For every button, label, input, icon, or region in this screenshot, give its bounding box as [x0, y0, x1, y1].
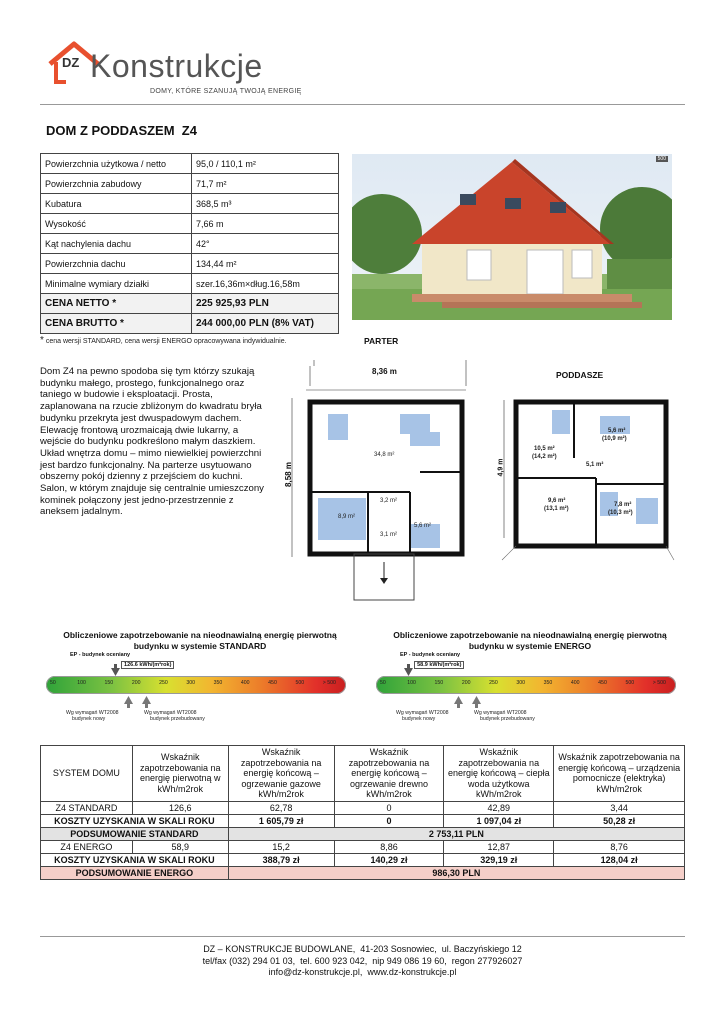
energy-table-cell: 0	[334, 814, 444, 827]
scale-tick: 250	[489, 680, 498, 686]
scale-tick: > 500	[652, 680, 666, 686]
parter-plan-drawing	[280, 352, 470, 606]
logo[interactable]	[44, 38, 304, 100]
scale-tick: 50	[50, 680, 56, 686]
poddasze-plan-drawing	[496, 388, 676, 568]
energy-table-row	[41, 814, 685, 827]
energy-table-cell: PODSUMOWANIE STANDARD	[41, 827, 229, 840]
parter-room: 8,9 m²	[338, 514, 356, 520]
spec-value: 368,5 m³	[192, 194, 339, 214]
energy-chart-title: Obliczeniowe zapotrzebowanie na nieodnawialną energię pierwotną budynku w systemie STANDARD	[63, 630, 337, 651]
energy-table-cell: 986,30 PLN	[228, 866, 684, 879]
parter-room: 34,8 m²	[374, 452, 395, 458]
house-photo	[352, 154, 672, 320]
energy-table-cell: 2 753,11 PLN	[228, 827, 684, 840]
ep-label: EP - budynek oceniany	[70, 652, 131, 658]
parter-room: 3,1 m²	[380, 532, 398, 538]
poddasze-room: 5,1 m²	[586, 462, 604, 468]
wt-new-arrow-icon	[454, 696, 463, 708]
energy-table-cell: 126,6	[132, 801, 228, 814]
energy-table-cell: 0	[334, 801, 444, 814]
wt-old-arrow-icon	[142, 696, 151, 708]
energy-table-cell: 388,79 zł	[228, 853, 334, 866]
logo-tagline: DOMY, KTÓRE SZANUJĄ TWOJĄ ENERGIĘ	[150, 88, 302, 95]
spec-label: Minimalne wymiary działki	[41, 274, 192, 294]
energy-table-cell: 329,19 zł	[444, 853, 554, 866]
spec-value: 7,66 m	[192, 214, 339, 234]
spec-label: Kąt nachylenia dachu	[41, 234, 192, 254]
energy-table-cell: 1 605,79 zł	[228, 814, 334, 827]
scale-tick: 350	[213, 680, 223, 686]
scale-tick: 150	[434, 680, 444, 686]
ep-value: 58.9 kWh/(m²rok)	[414, 661, 464, 669]
footer-phone: tel/fax (032) 294 01 03, tel. 600 923 042, nip 949 086 19 60, regon 277926027	[202, 955, 523, 966]
spec-label: Wysokość	[41, 214, 192, 234]
energy-table-cell: 3,44	[554, 801, 685, 814]
spec-value: 95,0 / 110,1 m²	[192, 154, 339, 174]
spec-row	[41, 274, 339, 294]
scale-tick: 50	[380, 680, 386, 686]
wt-new-sub: budynek nowy	[72, 716, 106, 722]
energy-table-cell: Z4 ENERGO	[41, 840, 133, 853]
spec-row	[41, 214, 339, 234]
energy-table-cell: SYSTEM DOMU	[41, 746, 133, 802]
spec-row	[41, 254, 339, 274]
note-text: cena wersji STANDARD, cena wersji ENERGO opracowywana indywidualnie.	[45, 338, 287, 345]
poddasze-room: 9,6 m²	[548, 498, 566, 504]
ep-value: 126.6 kWh/(m²rok)	[121, 661, 174, 669]
energy-chart	[40, 630, 360, 740]
energy-table	[40, 745, 685, 880]
spec-label: Powierzchnia dachu	[41, 254, 192, 274]
energy-table-cell: 1 097,04 zł	[444, 814, 554, 827]
parter-height: 8,58 m	[283, 462, 293, 487]
price-note	[40, 336, 290, 346]
ep-arrow-icon	[404, 664, 413, 676]
scale-tick: 450	[268, 680, 277, 686]
poddasze-room: 7,8 m²	[614, 502, 632, 508]
energy-table-cell: 50,28 zł	[554, 814, 685, 827]
energy-table-cell: 12,87	[444, 840, 554, 853]
energy-table-cell: Wskaźnik zapotrzebowania na energię pierwotną w kWh/m2rok	[132, 746, 228, 802]
wt-new-legend	[396, 710, 448, 722]
spec-table	[40, 153, 339, 334]
price-label: CENA NETTO *	[41, 294, 192, 314]
ep-arrow-icon	[111, 664, 120, 676]
poddasze-height: 4,9 m	[497, 458, 505, 477]
page-title: DOM Z PODDASZEM Z4	[46, 123, 197, 138]
price-row	[41, 294, 339, 314]
scale-tick: 500	[625, 680, 635, 686]
scale-tick: 150	[104, 680, 114, 686]
energy-table-cell: 62,78	[228, 801, 334, 814]
wt-old-label: Wg wymagań WT2008	[474, 710, 527, 716]
wt-old-legend	[144, 710, 205, 722]
energy-table-row	[41, 853, 685, 866]
scale-tick: 250	[159, 680, 168, 686]
spec-value: szer.16,36m×dług.16,58m	[192, 274, 339, 294]
footer-contact[interactable]: info@dz-konstrukcje.pl, www.dz-konstrukcje.pl	[268, 967, 457, 977]
photo-badge: 500	[657, 156, 666, 162]
energy-table-cell: 128,04 zł	[554, 853, 685, 866]
poddasze-room: (10,9 m²)	[602, 436, 627, 442]
energy-table-cell: Wskaźnik zapotrzebowania na energię końcową – ogrzewanie drewno kWh/m2rok	[334, 746, 444, 802]
energy-table-cell: KOSZTY UZYSKANIA W SKALI ROKU	[41, 853, 229, 866]
footer-divider	[40, 936, 685, 937]
wt-new-label: Wg wymagań WT2008	[66, 710, 119, 716]
scale-tick: 450	[598, 680, 607, 686]
scale-tick: 400	[570, 680, 580, 686]
scale-tick: 100	[407, 680, 416, 686]
scale-tick: 200	[461, 680, 471, 686]
spec-label: Powierzchnia zabudowy	[41, 174, 192, 194]
scale-tick: 400	[240, 680, 250, 686]
description: Dom Z4 na pewno spodoba się tym którzy szukają budynku małego, prostego, funkcjonalnego oraz taniego w budowie i eksploatacji. Prosta, zaplanowana na rzucie zbliżonym do kwadratu bryła budynku przekryta jest dwuspadowym dachem. Elewację frontową urozmaicają dwie lukarny, a wejście do budynku podkreślono małym daszkiem. Układ wnętrza domu – mimo niewielkiej powierzchni jest bardzo funkcjonalny. Na parterze usytuowano obszerny pokój dzienny z przejściem do kuchni. Salon, w którym znajduje się centralnie umieszczony kominek połączony jest jedno-przestrzennie z aneksem jadalnym.	[40, 366, 264, 518]
header-divider	[40, 104, 685, 105]
wt-old-label: Wg wymagań WT2008	[144, 710, 197, 716]
energy-table-cell: PODSUMOWANIE ENERGO	[41, 866, 229, 879]
energy-table-cell: Wskaźnik zapotrzebowania na energię końcową – ciepła woda użytkowa kWh/m2rok	[444, 746, 554, 802]
spec-row	[41, 194, 339, 214]
footer	[40, 944, 685, 979]
energy-chart-title: Obliczeniowe zapotrzebowanie na nieodnawialną energię pierwotną budynku w systemie ENERGO	[393, 630, 667, 651]
energy-table-row	[41, 840, 685, 853]
house-illustration	[352, 154, 672, 320]
energy-table-cell: 140,29 zł	[334, 853, 444, 866]
price-label: CENA BRUTTO *	[41, 314, 192, 334]
parter-plan	[280, 352, 470, 606]
energy-chart	[370, 630, 690, 740]
wt-old-sub: budynek przebudowany	[480, 716, 535, 722]
note-star: *	[40, 335, 44, 346]
logo-name: Konstrukcje	[90, 48, 263, 84]
parter-room: 3,2 m²	[380, 498, 398, 504]
scale-tick: 500	[295, 680, 305, 686]
scale-tick: > 500	[322, 680, 336, 686]
energy-table-row	[41, 866, 685, 879]
energy-table-row	[41, 827, 685, 840]
energy-table-cell: 58,9	[132, 840, 228, 853]
wt-old-sub: budynek przebudowany	[150, 716, 205, 722]
footer-address: DZ – KONSTRUKCJE BUDOWLANE, 41-203 Sosnowiec, ul. Baczyńskiego 12	[203, 944, 522, 954]
energy-table-cell: KOSZTY UZYSKANIA W SKALI ROKU	[41, 814, 229, 827]
scale-tick: 100	[77, 680, 86, 686]
scale-tick: 200	[131, 680, 141, 686]
parter-title: PARTER	[364, 336, 399, 346]
wt-new-legend	[66, 710, 118, 722]
ep-label: EP - budynek oceniany	[400, 652, 461, 658]
poddasze-title: PODDASZE	[556, 370, 604, 380]
energy-table-cell: Wskaźnik zapotrzebowania na energię końcową – urządzenia pomocnicze (elektryka) kWh/m2rok	[554, 746, 685, 802]
energy-table-cell: 15,2	[228, 840, 334, 853]
wt-old-arrow-icon	[472, 696, 481, 708]
energy-table-row	[41, 801, 685, 814]
energy-table-cell: Wskaźnik zapotrzebowania na energię końcową – ogrzewanie gazowe kWh/m2rok	[228, 746, 334, 802]
price-row	[41, 314, 339, 334]
logo-mark: DZ	[62, 55, 80, 70]
spec-value: 71,7 m²	[192, 174, 339, 194]
spec-row	[41, 234, 339, 254]
wt-old-legend	[474, 710, 535, 722]
poddasze-room: 5,6 m²	[608, 428, 626, 434]
wt-new-sub: budynek nowy	[402, 716, 436, 722]
energy-table-cell: 8,76	[554, 840, 685, 853]
energy-table-cell: 42,89	[444, 801, 554, 814]
spec-row	[41, 174, 339, 194]
poddasze-room: (10,3 m²)	[608, 510, 633, 516]
spec-label: Kubatura	[41, 194, 192, 214]
parter-room: 5,6 m²	[414, 523, 432, 529]
price-value: 244 000,00 PLN (8% VAT)	[192, 314, 339, 334]
parter-width: 8,36 m	[372, 367, 397, 376]
poddasze-room: 10,5 m²	[534, 446, 555, 452]
spec-label: Powierzchnia użytkowa / netto	[41, 154, 192, 174]
wt-new-label: Wg wymagań WT2008	[396, 710, 449, 716]
energy-table-row	[41, 746, 685, 802]
spec-value: 134,44 m²	[192, 254, 339, 274]
poddasze-room: (14,2 m²)	[532, 454, 557, 460]
energy-table-cell: 8,86	[334, 840, 444, 853]
poddasze-room: (13,1 m²)	[544, 506, 569, 512]
spec-value: 42°	[192, 234, 339, 254]
poddasze-plan	[496, 388, 676, 568]
wt-new-arrow-icon	[124, 696, 133, 708]
energy-table-cell: Z4 STANDARD	[41, 801, 133, 814]
scale-tick: 350	[543, 680, 553, 686]
price-value: 225 925,93 PLN	[192, 294, 339, 314]
spec-row	[41, 154, 339, 174]
scale-tick: 300	[516, 680, 526, 686]
scale-tick: 300	[186, 680, 196, 686]
